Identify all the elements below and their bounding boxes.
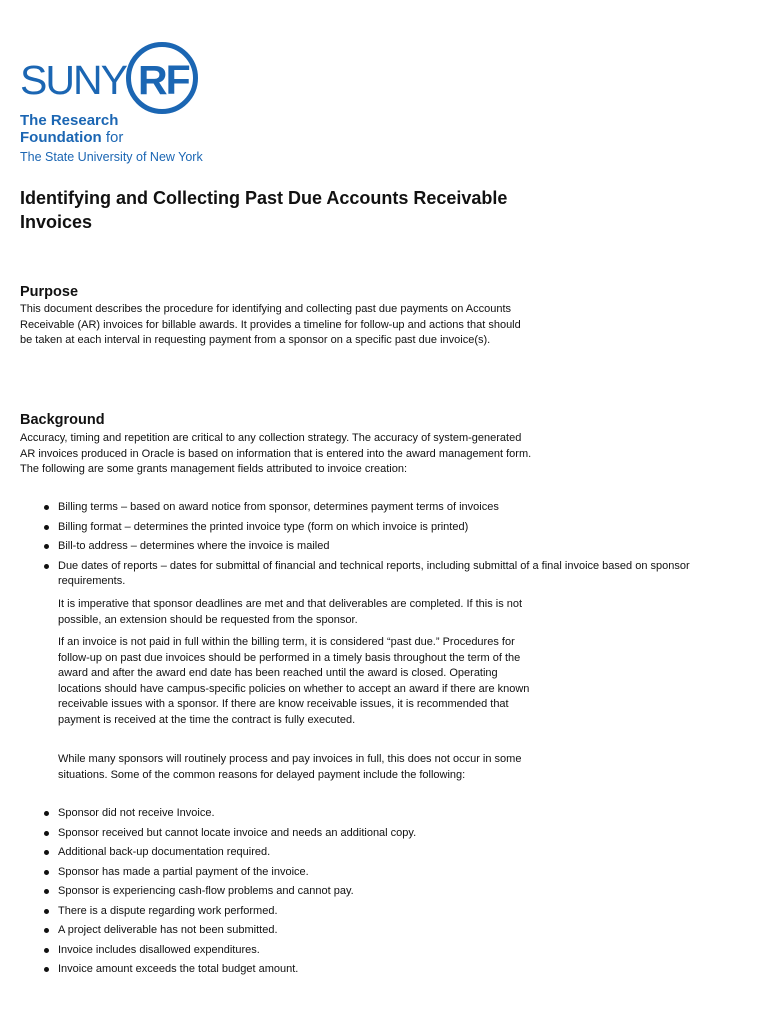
delay-reason-item <box>20 845 720 861</box>
delay-reason-item <box>20 923 720 939</box>
logo-org-line-2-suffix: for <box>105 129 124 146</box>
document-title: Identifying and Collecting Past Due Accounts Receivable Invoices <box>20 188 508 232</box>
bullet-icon <box>44 889 49 894</box>
logo-org-line-2 <box>20 129 123 146</box>
delay-reason-item-text: Additional back-up documentation required. <box>58 846 271 858</box>
bullet-icon <box>44 928 49 933</box>
purpose-text: This document describes the procedure for identifying and collecting past due payments on Accounts Receivable (AR) invoices for billable awards. It provides a timeline for follow-up and actions that should be taken at each interval in requesting payment from a sponsor on a specific past due invoice(s). <box>20 303 521 346</box>
past-due-paragraph: If an invoice is not paid in full within the billing term, it is considered “past due.” Procedures for follow-up on past due invoices should be performed in a timely basis throughout the term of the award and after the award end date has been reached until the award is closed. Operating locations should have campus-specific policies on whether to accept an award if there are known receivable issues with a sponsor. If there are know receivable issues, it is recommended that payment is received at the time the contract is fully executed. <box>58 636 530 726</box>
delay-reason-item-text: Sponsor is experiencing cash-flow problems and cannot pay. <box>58 885 354 897</box>
delay-reason-item-text: A project deliverable has not been submitted. <box>58 924 278 936</box>
bullet-icon <box>44 909 49 914</box>
grants-field-item <box>20 539 720 555</box>
bullet-icon <box>44 505 49 510</box>
delay-reason-item <box>20 904 720 920</box>
delay-reason-item-text: There is a dispute regarding work performed. <box>58 904 278 917</box>
delay-reason-item <box>20 865 720 881</box>
bullet-icon <box>44 850 49 855</box>
grants-field-item-text: Due dates of reports – dates for submittal of financial and technical reports, including submittal of a final invoice based on sponsor requirements. <box>58 559 690 587</box>
delay-reason-item-text: Invoice amount exceeds the total budget amount. <box>58 963 299 975</box>
grants-fields-list <box>20 500 720 594</box>
grants-field-item <box>20 520 720 536</box>
bullet-icon <box>44 870 49 875</box>
reasons-intro-paragraph: While many sponsors will routinely process and pay invoices in full, this does not occur in some situations. Some of the common reasons for delayed payment include the following: <box>58 753 522 781</box>
bullet-icon <box>44 525 49 530</box>
logo-org-line-2-text: Foundation <box>20 129 102 146</box>
grants-field-item <box>20 559 720 590</box>
bullet-icon <box>44 564 49 569</box>
purpose-heading: Purpose <box>20 284 79 300</box>
delay-reason-item <box>20 943 720 959</box>
bullet-icon <box>44 948 49 953</box>
delay-reason-item-text: Sponsor did not receive Invoice. <box>58 807 215 819</box>
logo-rf-wordmark: RF <box>138 57 189 103</box>
bullet-icon <box>44 544 49 549</box>
delay-reason-item <box>20 806 720 822</box>
delay-reason-item <box>20 826 720 842</box>
bullet-icon <box>44 831 49 836</box>
grants-field-item-text: Billing terms – based on award notice from sponsor, determines payment terms of invoices <box>58 501 499 513</box>
background-intro: Accuracy, timing and repetition are critical to any collection strategy. The accuracy of system-generated AR invoices produced in Oracle is based on information that is entered into the award management form. The following are some grants management fields attributed to invoice creation: <box>20 432 532 475</box>
grants-field-item <box>20 500 720 516</box>
grants-field-item-text: Billing format – determines the printed invoice type (form on which invoice is printed) <box>58 520 469 533</box>
bullet-icon <box>44 967 49 972</box>
delay-reason-item <box>20 962 720 978</box>
deadlines-paragraph: It is imperative that sponsor deadlines are met and that deliverables are completed. If this is not possible, an extension should be requested from the sponsor. <box>58 598 523 626</box>
logo-org-line-1: The Research <box>20 112 119 129</box>
grants-field-item-text: Bill-to address – determines where the invoice is mailed <box>58 540 330 552</box>
delay-reason-item-text: Invoice includes disallowed expenditures. <box>58 943 260 956</box>
logo-org-line-3: The State University of New York <box>20 150 203 164</box>
delay-reason-item-text: Sponsor received but cannot locate invoice and needs an additional copy. <box>58 826 417 839</box>
logo-suny-wordmark: SUNY <box>20 57 126 103</box>
delay-reason-item <box>20 884 720 900</box>
delayed-payment-reasons-list <box>20 806 720 982</box>
bullet-icon <box>44 811 49 816</box>
suny-rf-logo <box>20 40 220 170</box>
delay-reason-item-text: Sponsor has made a partial payment of the invoice. <box>58 865 309 878</box>
background-heading: Background <box>20 412 105 428</box>
